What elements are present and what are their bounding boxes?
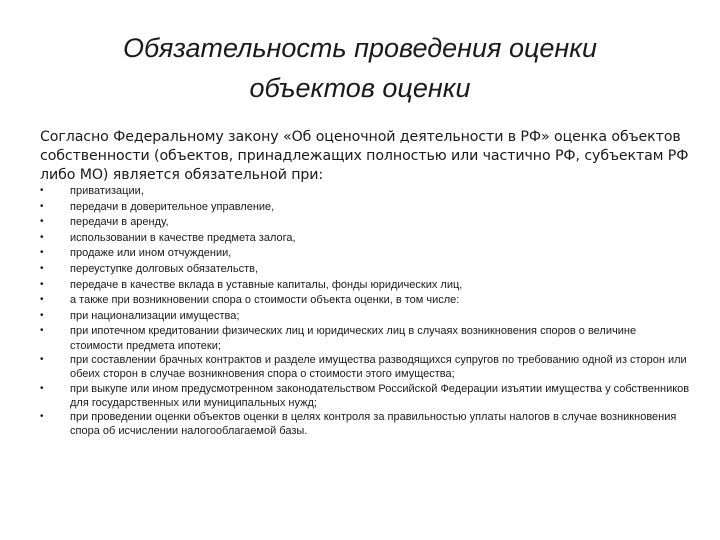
list-item-text: использовании в качестве предмета залога, (70, 231, 296, 244)
list-item (40, 215, 690, 231)
list-item (40, 382, 690, 411)
list-item-text: при составлении брачных контрактов и разделе имущества разводящихся супругов по требованию одной из сторон или обеих сторон в случае возникновения спора о стоимости этого имущества; (70, 353, 687, 381)
bullet-icon: • (40, 216, 44, 228)
list-item-text: продаже или ином отчуждении, (70, 247, 232, 260)
list-item-text: при национализации имущества; (70, 309, 240, 322)
list-item (40, 309, 690, 325)
list-item-text: при проведении оценки объектов оценки в целях контроля за правильностью уплаты налогов в случае возникновения спора об исчислении налогооблагаемой базы. (70, 411, 677, 438)
list-item (40, 353, 690, 382)
list-item (40, 278, 690, 294)
slide-title-line-1: Обязательность проведения оценки (122, 33, 598, 63)
list-item (40, 200, 690, 216)
bullet-icon: • (40, 353, 44, 365)
bullet-icon: • (40, 262, 44, 274)
bullet-icon: • (40, 325, 44, 337)
bullet-icon: • (40, 382, 44, 394)
list-item (40, 231, 690, 247)
bullet-icon: • (40, 185, 44, 196)
list-item (40, 184, 690, 200)
bullet-list (40, 184, 690, 439)
list-item-text: передачи в аренду, (70, 216, 169, 229)
list-item (40, 410, 690, 439)
list-item-text: передаче в качестве вклада в уставные капиталы, фонды юридических лиц, (70, 278, 463, 291)
bullet-icon: • (40, 309, 44, 321)
bullet-icon: • (40, 411, 44, 423)
list-item-text: а также при возникновении спора о стоимости объекта оценки, в том числе: (70, 294, 460, 307)
list-item-text: передачи в доверительное управление, (70, 200, 275, 213)
intro-paragraph: Согласно Федеральному закону «Об оценочной деятельности в РФ» оценка объектов собственности (объектов, принадлежащих полностью или частично РФ, субъектам РФ либо МО) является обязательной при: (40, 129, 689, 183)
list-item-text: при выкупе или ином предусмотренном законодательством Российской Федерации изъятии имущества у собственников для государственных или муниципальных нужд; (70, 382, 690, 409)
list-item (40, 293, 690, 309)
list-item-text: переуступке долговых обязательств, (70, 262, 259, 275)
list-item-text: приватизации, (70, 185, 144, 197)
list-item (40, 246, 690, 262)
bullet-icon: • (40, 294, 44, 306)
slide-title (60, 28, 660, 108)
bullet-icon: • (40, 247, 44, 259)
bullet-icon: • (40, 278, 44, 290)
slide-title-line-2: объектов оценки (249, 73, 471, 103)
list-item (40, 262, 690, 278)
list-item (40, 324, 690, 353)
bullet-icon: • (40, 200, 44, 212)
bullet-icon: • (40, 231, 44, 243)
list-item-text: при ипотечном кредитовании физических лиц и юридических лиц в случаях возникновения споров о величине стоимости предмета ипотеки; (70, 325, 637, 352)
